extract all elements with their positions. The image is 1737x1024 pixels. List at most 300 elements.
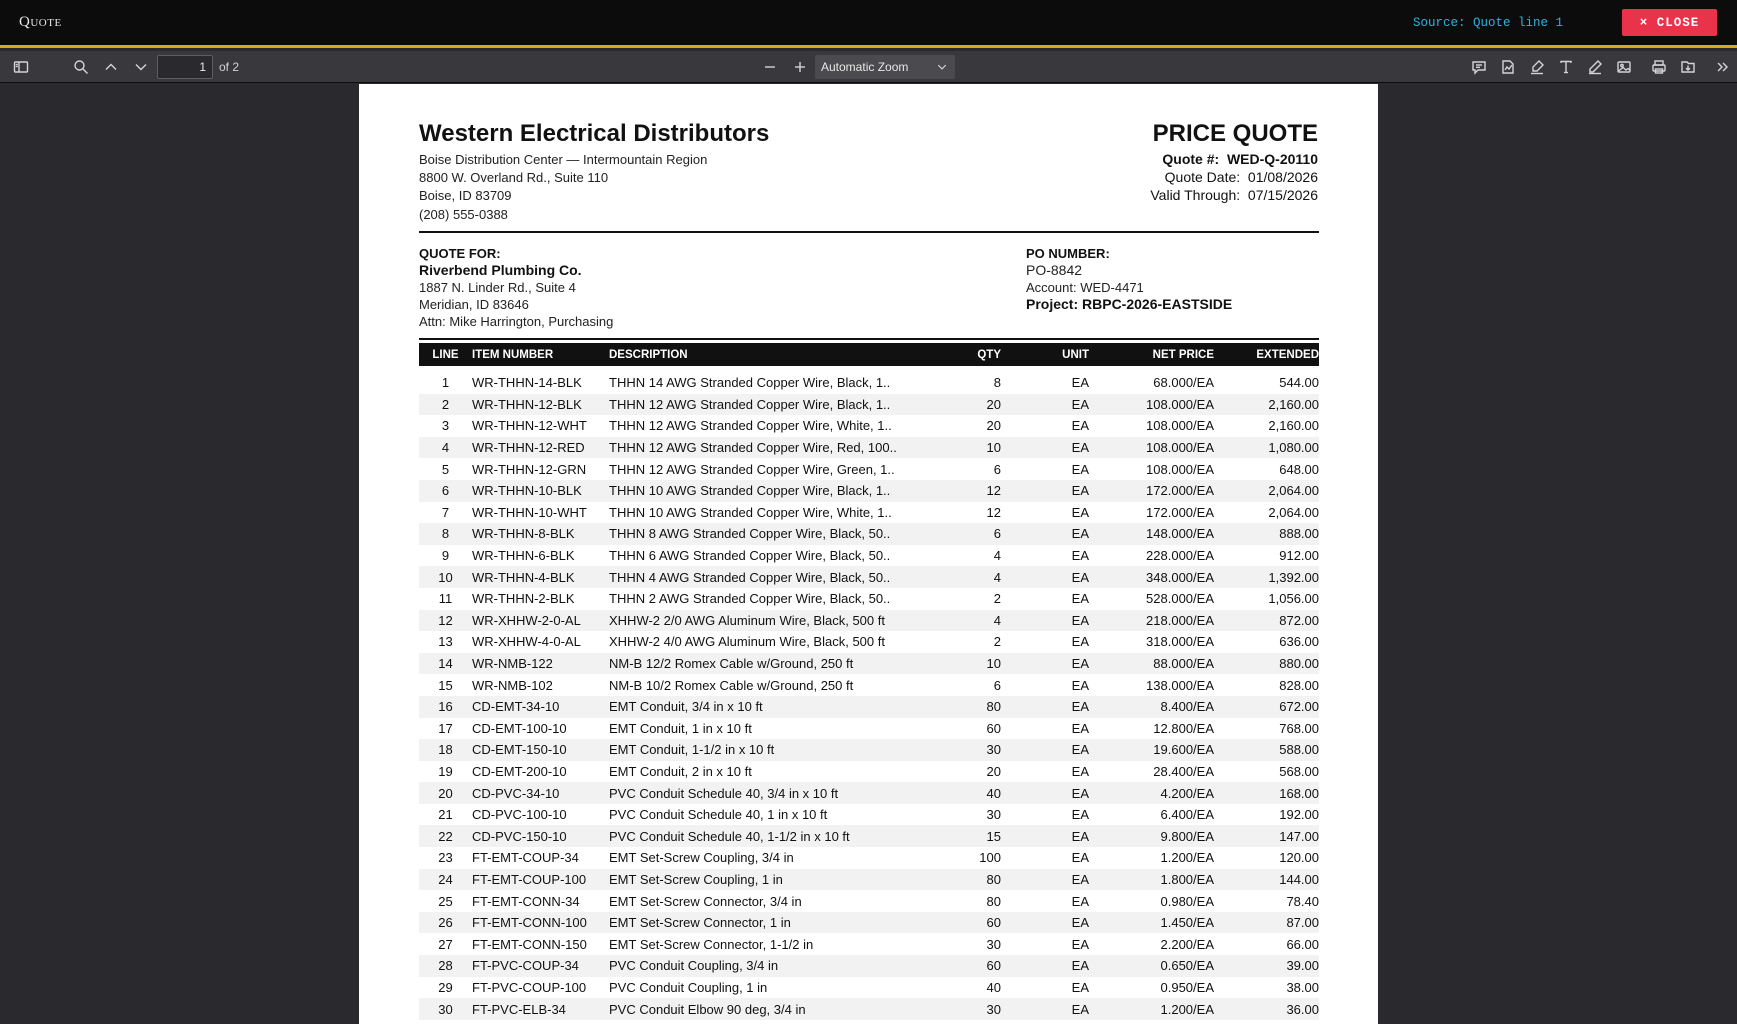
cell-quantity: 60 [986, 915, 1001, 931]
cell-extended-price: 144.00 [1279, 871, 1319, 887]
table-row [419, 933, 1319, 955]
source-label: Source: Quote line 1 [1412, 16, 1563, 30]
table-header-row [419, 343, 1319, 366]
draw-icon[interactable] [1585, 57, 1605, 77]
cell-line-number: 22 [438, 828, 453, 844]
table-row [419, 912, 1319, 934]
cell-extended-price: 1,080.00 [1268, 440, 1319, 456]
cell-description: NM-B 12/2 Romex Cable w/Ground, 250 ft [609, 656, 854, 672]
cell-quantity: 2 [993, 634, 1001, 650]
column-header-unit: UNIT [1062, 348, 1089, 361]
cell-unit: EA [1071, 785, 1089, 801]
cell-net-price: 12.800/EA [1153, 720, 1214, 736]
cell-quantity: 60 [986, 958, 1001, 974]
cell-description: EMT Conduit, 1-1/2 in x 10 ft [609, 742, 775, 758]
text-icon[interactable] [1556, 57, 1576, 77]
cell-unit: EA [1071, 591, 1089, 607]
cell-description: EMT Set-Screw Connector, 3/4 in [609, 893, 802, 909]
cell-line-number: 26 [438, 915, 453, 931]
company-name: Western Electrical Distributors [419, 120, 770, 147]
cell-item-number: CD-EMT-150-10 [472, 742, 567, 758]
cell-unit: EA [1071, 1001, 1089, 1017]
cell-line-number: 9 [441, 548, 450, 564]
page-count: of 2 [219, 60, 240, 74]
cell-description: EMT Set-Screw Connector, 1-1/2 in [609, 936, 814, 952]
quote-number: WED-Q-20110 [1226, 151, 1318, 167]
cell-item-number: WR-THHN-14-BLK [472, 375, 582, 391]
image-icon[interactable] [1614, 57, 1634, 77]
cell-extended-price: 888.00 [1279, 526, 1319, 542]
cell-item-number: WR-XHHW-4-0-AL [472, 634, 581, 650]
cell-net-price: 108.000/EA [1146, 418, 1214, 434]
cell-item-number: WR-THHN-12-WHT [472, 418, 587, 434]
cell-description: NM-B 10/2 Romex Cable w/Ground, 250 ft [609, 677, 854, 693]
table-row [419, 437, 1319, 459]
table-row [419, 739, 1319, 761]
cell-unit: EA [1071, 915, 1089, 931]
cell-line-number: 29 [438, 979, 453, 995]
cell-unit: EA [1071, 807, 1089, 823]
cell-line-number: 16 [438, 699, 453, 715]
company-address-line: Boise, ID 83709 [419, 188, 512, 203]
section-divider [419, 338, 1319, 340]
zoom-select[interactable] [815, 55, 955, 79]
customer-attn: Attn: Mike Harrington, Purchasing [419, 314, 614, 329]
table-row [419, 523, 1319, 545]
company-phone: (208) 555-0388 [419, 207, 508, 222]
table-row [419, 782, 1319, 804]
column-header-qty: QTY [977, 348, 1001, 361]
column-header-line: LINE [432, 348, 459, 361]
table-row [419, 998, 1319, 1020]
cell-quantity: 4 [993, 548, 1001, 564]
cell-description: XHHW-2 4/0 AWG Aluminum Wire, Black, 500 ft [609, 634, 885, 650]
cell-description: PVC Conduit Schedule 40, 1-1/2 in x 10 ft [609, 828, 850, 844]
cell-quantity: 6 [993, 526, 1001, 542]
chevron-down-icon[interactable] [131, 57, 151, 77]
cell-description: EMT Set-Screw Coupling, 3/4 in [609, 850, 794, 866]
cell-line-number: 10 [438, 569, 453, 585]
cell-item-number: FT-EMT-CONN-34 [472, 893, 580, 909]
cell-item-number: CD-PVC-100-10 [472, 807, 567, 823]
print-icon[interactable] [1649, 57, 1669, 77]
table-row [419, 761, 1319, 783]
cell-unit: EA [1071, 763, 1089, 779]
comment-icon[interactable] [1469, 57, 1489, 77]
sidebar-toggle-icon[interactable] [11, 57, 31, 77]
cell-net-price: 172.000/EA [1146, 504, 1214, 520]
cell-line-number: 12 [438, 612, 453, 628]
cell-description: XHHW-2 2/0 AWG Aluminum Wire, Black, 500 ft [609, 612, 885, 628]
table-row [419, 415, 1319, 437]
cell-item-number: CD-PVC-150-10 [472, 828, 567, 844]
table-row [419, 458, 1319, 480]
table-row [419, 955, 1319, 977]
cell-line-number: 15 [438, 677, 453, 693]
cell-quantity: 15 [986, 828, 1001, 844]
cell-unit: EA [1071, 461, 1089, 477]
cell-line-number: 27 [438, 936, 453, 952]
cell-extended-price: 38.00 [1286, 979, 1319, 995]
highlight-icon[interactable] [1527, 57, 1547, 77]
cell-item-number: FT-EMT-CONN-100 [472, 915, 587, 931]
save-icon[interactable] [1678, 57, 1698, 77]
cell-line-number: 23 [438, 850, 453, 866]
table-row [419, 653, 1319, 675]
cell-extended-price: 636.00 [1279, 634, 1319, 650]
quote-number-line [1162, 151, 1318, 167]
cell-unit: EA [1071, 440, 1089, 456]
cell-item-number: WR-THHN-4-BLK [472, 569, 575, 585]
cell-net-price: 19.600/EA [1153, 742, 1214, 758]
cell-unit: EA [1071, 634, 1089, 650]
cell-item-number: FT-PVC-COUP-34 [472, 958, 579, 974]
cell-net-price: 4.200/EA [1160, 785, 1214, 801]
cell-description: EMT Conduit, 1 in x 10 ft [609, 720, 752, 736]
cell-unit: EA [1071, 828, 1089, 844]
cell-quantity: 20 [986, 418, 1001, 434]
company-address-line: 8800 W. Overland Rd., Suite 110 [419, 170, 609, 185]
table-row [419, 610, 1319, 632]
cell-quantity: 30 [986, 742, 1001, 758]
customer-address-line: Meridian, ID 83646 [419, 297, 529, 312]
cell-description: PVC Conduit Elbow 90 deg, 3/4 in [609, 1001, 806, 1017]
cell-extended-price: 648.00 [1279, 461, 1319, 477]
cell-net-price: 318.000/EA [1146, 634, 1214, 650]
cell-item-number: WR-THHN-8-BLK [472, 526, 575, 542]
quote-date-label: Quote Date: [1164, 169, 1241, 185]
cell-net-price: 88.000/EA [1153, 656, 1214, 672]
cell-unit: EA [1071, 893, 1089, 909]
cell-extended-price: 880.00 [1279, 656, 1319, 672]
cell-extended-price: 672.00 [1279, 699, 1319, 715]
cell-net-price: 1.200/EA [1160, 850, 1214, 866]
cell-unit: EA [1071, 720, 1089, 736]
cell-quantity: 40 [986, 979, 1001, 995]
cell-quantity: 4 [993, 569, 1001, 585]
cell-net-price: 8.400/EA [1160, 699, 1214, 715]
cell-item-number: CD-EMT-200-10 [472, 763, 567, 779]
cell-extended-price: 66.00 [1286, 936, 1319, 952]
zoom-label: Automatic Zoom [821, 60, 909, 74]
cell-extended-price: 588.00 [1279, 742, 1319, 758]
cell-extended-price: 2,160.00 [1268, 418, 1319, 434]
cell-unit: EA [1071, 742, 1089, 758]
cell-item-number: WR-THHN-12-RED [472, 440, 585, 456]
cell-quantity: 20 [986, 396, 1001, 412]
cell-item-number: CD-PVC-34-10 [472, 785, 560, 801]
po-number: PO-8842 [1026, 262, 1083, 278]
cell-line-number: 25 [438, 893, 453, 909]
cell-net-price: 218.000/EA [1146, 612, 1214, 628]
cell-line-number: 24 [438, 871, 453, 887]
chevron-up-icon[interactable] [101, 57, 121, 77]
table-row [419, 394, 1319, 416]
cell-extended-price: 768.00 [1279, 720, 1319, 736]
signature-icon[interactable] [1498, 57, 1518, 77]
cell-net-price: 0.950/EA [1160, 979, 1214, 995]
cell-item-number: WR-XHHW-2-0-AL [472, 612, 581, 628]
cell-description: THHN 10 AWG Stranded Copper Wire, White, 1.. [609, 504, 892, 520]
cell-net-price: 172.000/EA [1146, 483, 1214, 499]
cell-net-price: 108.000/EA [1146, 461, 1214, 477]
cell-line-number: 8 [441, 526, 450, 542]
cell-line-number: 11 [438, 591, 453, 607]
cell-line-number: 1 [441, 375, 450, 391]
cell-net-price: 1.800/EA [1160, 871, 1214, 887]
cell-unit: EA [1071, 396, 1089, 412]
cell-unit: EA [1071, 548, 1089, 564]
cell-description: EMT Conduit, 2 in x 10 ft [609, 763, 752, 779]
cell-extended-price: 568.00 [1279, 763, 1319, 779]
table-row [419, 696, 1319, 718]
cell-net-price: 108.000/EA [1146, 440, 1214, 456]
cell-net-price: 1.200/EA [1160, 1001, 1214, 1017]
app-title-bar [0, 0, 1737, 48]
company-address-line: Boise Distribution Center — Intermountain Region [419, 152, 708, 167]
cell-line-number: 13 [438, 634, 453, 650]
column-header-item-number: ITEM NUMBER [472, 348, 554, 361]
po-number-label: PO NUMBER: [1026, 246, 1110, 261]
cell-quantity: 30 [986, 807, 1001, 823]
cell-extended-price: 192.00 [1279, 807, 1319, 823]
cell-line-number: 20 [438, 785, 453, 801]
cell-unit: EA [1071, 699, 1089, 715]
cell-line-number: 5 [441, 461, 450, 477]
cell-unit: EA [1071, 936, 1089, 952]
cell-quantity: 60 [986, 720, 1001, 736]
cell-extended-price: 168.00 [1279, 785, 1319, 801]
cell-line-number: 14 [438, 656, 453, 672]
page-number-input[interactable]: 1 [157, 55, 213, 79]
cell-quantity: 6 [993, 677, 1001, 693]
chevron-down-icon [936, 55, 948, 81]
quote-date: 01/08/2026 [1247, 169, 1318, 185]
column-header-extended: EXTENDED [1256, 348, 1319, 361]
cell-item-number: WR-NMB-122 [472, 656, 553, 672]
cell-quantity: 8 [993, 375, 1001, 391]
column-header-net-price: NET PRICE [1152, 348, 1214, 361]
column-header-description: DESCRIPTION [609, 348, 688, 361]
cell-unit: EA [1071, 375, 1089, 391]
table-row [419, 890, 1319, 912]
cell-quantity: 80 [986, 871, 1001, 887]
cell-item-number: FT-PVC-COUP-100 [472, 979, 587, 995]
cell-description: EMT Set-Screw Connector, 1 in [609, 915, 791, 931]
window-title: Quote [19, 14, 62, 30]
cell-description: PVC Conduit Coupling, 1 in [609, 979, 768, 995]
table-row [419, 825, 1319, 847]
cell-description: THHN 8 AWG Stranded Copper Wire, Black, 50.. [609, 526, 891, 542]
quote-for-label: QUOTE FOR: [419, 246, 501, 261]
cell-item-number: FT-EMT-COUP-34 [472, 850, 579, 866]
cell-extended-price: 544.00 [1279, 375, 1319, 391]
cell-unit: EA [1071, 526, 1089, 542]
valid-through-line [1150, 187, 1318, 203]
cell-extended-price: 1,056.00 [1268, 591, 1319, 607]
table-row [419, 366, 1319, 394]
cell-description: THHN 12 AWG Stranded Copper Wire, White, 1.. [609, 418, 892, 434]
cell-item-number: FT-EMT-COUP-100 [472, 871, 587, 887]
pdf-page [359, 84, 1378, 1024]
cell-extended-price: 912.00 [1279, 548, 1319, 564]
cell-description: THHN 12 AWG Stranded Copper Wire, Black, 1.. [609, 396, 891, 412]
cell-net-price: 9.800/EA [1160, 828, 1214, 844]
cell-net-price: 138.000/EA [1146, 677, 1214, 693]
cell-unit: EA [1071, 979, 1089, 995]
cell-unit: EA [1071, 483, 1089, 499]
cell-line-number: 19 [438, 763, 453, 779]
table-row [419, 674, 1319, 696]
document-viewer[interactable] [0, 84, 1737, 1024]
cell-unit: EA [1071, 656, 1089, 672]
cell-description: THHN 10 AWG Stranded Copper Wire, Black, 1.. [609, 483, 891, 499]
cell-net-price: 0.650/EA [1160, 958, 1214, 974]
cell-quantity: 40 [986, 785, 1001, 801]
cell-unit: EA [1071, 871, 1089, 887]
cell-item-number: WR-THHN-2-BLK [472, 591, 575, 607]
cell-line-number: 7 [441, 504, 450, 520]
cell-extended-price: 87.00 [1286, 915, 1319, 931]
cell-quantity: 10 [986, 440, 1001, 456]
cell-extended-price: 828.00 [1279, 677, 1319, 693]
cell-quantity: 10 [986, 656, 1001, 672]
cell-description: THHN 6 AWG Stranded Copper Wire, Black, 50.. [609, 548, 891, 564]
cell-quantity: 2 [993, 591, 1001, 607]
customer-name: Riverbend Plumbing Co. [419, 262, 582, 278]
cell-quantity: 30 [986, 1001, 1001, 1017]
cell-quantity: 80 [986, 699, 1001, 715]
cell-quantity: 6 [993, 461, 1001, 477]
table-row [419, 847, 1319, 869]
cell-unit: EA [1071, 569, 1089, 585]
cell-line-number: 3 [441, 418, 450, 434]
cell-line-number: 18 [438, 742, 453, 758]
cell-unit: EA [1071, 958, 1089, 974]
quote-number-label: Quote #: [1162, 151, 1220, 167]
cell-quantity: 12 [986, 504, 1001, 520]
quote-date-line [1165, 169, 1318, 185]
search-icon[interactable] [71, 57, 91, 77]
cell-net-price: 1.450/EA [1160, 915, 1214, 931]
cell-extended-price: 78.40 [1286, 893, 1319, 909]
cell-item-number: WR-THHN-10-WHT [472, 504, 587, 520]
table-body [419, 366, 1319, 1020]
table-row [419, 718, 1319, 740]
cell-net-price: 108.000/EA [1146, 396, 1214, 412]
table-row [419, 480, 1319, 502]
cell-unit: EA [1071, 850, 1089, 866]
cell-net-price: 6.400/EA [1160, 807, 1214, 823]
pdf-toolbar [0, 51, 1737, 83]
table-row [419, 502, 1319, 524]
cell-net-price: 228.000/EA [1146, 548, 1214, 564]
cell-item-number: FT-PVC-ELB-34 [472, 1001, 566, 1017]
customer-address-line: 1887 N. Linder Rd., Suite 4 [419, 280, 576, 295]
cell-quantity: 80 [986, 893, 1001, 909]
header-divider [419, 231, 1319, 233]
cell-item-number: WR-NMB-102 [472, 677, 553, 693]
project-code: Project: RBPC-2026-EASTSIDE [1026, 296, 1233, 312]
cell-quantity: 20 [986, 763, 1001, 779]
cell-extended-price: 2,160.00 [1268, 396, 1319, 412]
cell-description: EMT Conduit, 3/4 in x 10 ft [609, 699, 763, 715]
cell-net-price: 68.000/EA [1153, 375, 1214, 391]
cell-extended-price: 36.00 [1286, 1001, 1319, 1017]
cell-description: PVC Conduit Coupling, 3/4 in [609, 958, 779, 974]
table-row [419, 977, 1319, 999]
cell-description: THHN 12 AWG Stranded Copper Wire, Green, 1.. [609, 461, 895, 477]
cell-extended-price: 2,064.00 [1268, 483, 1319, 499]
cell-net-price: 0.980/EA [1160, 893, 1214, 909]
cell-description: THHN 2 AWG Stranded Copper Wire, Black, 50.. [609, 591, 891, 607]
cell-item-number: WR-THHN-12-BLK [472, 396, 582, 412]
cell-description: EMT Set-Screw Coupling, 1 in [609, 871, 783, 887]
cell-description: THHN 14 AWG Stranded Copper Wire, Black, 1.. [609, 375, 891, 391]
valid-through-date: 07/15/2026 [1247, 187, 1318, 203]
cell-extended-price: 2,064.00 [1268, 504, 1319, 520]
cell-net-price: 148.000/EA [1146, 526, 1214, 542]
document-title: PRICE QUOTE [1152, 120, 1318, 147]
table-row [419, 588, 1319, 610]
cell-net-price: 28.400/EA [1153, 763, 1214, 779]
table-row [419, 566, 1319, 588]
cell-extended-price: 120.00 [1279, 850, 1319, 866]
cell-unit: EA [1071, 504, 1089, 520]
cell-line-number: 17 [438, 720, 453, 736]
cell-description: THHN 4 AWG Stranded Copper Wire, Black, 50.. [609, 569, 891, 585]
table-row [419, 804, 1319, 826]
valid-through-label: Valid Through: [1150, 187, 1241, 203]
cell-item-number: FT-EMT-CONN-150 [472, 936, 587, 952]
close-button[interactable]: × CLOSE [1622, 9, 1717, 36]
cell-net-price: 348.000/EA [1146, 569, 1214, 585]
zoom-in-icon[interactable] [790, 57, 810, 77]
more-tools-icon[interactable] [1713, 57, 1733, 77]
cell-unit: EA [1071, 612, 1089, 628]
cell-item-number: CD-EMT-34-10 [472, 699, 560, 715]
cell-description: PVC Conduit Schedule 40, 1 in x 10 ft [609, 807, 828, 823]
cell-line-number: 2 [441, 396, 450, 412]
table-row [419, 631, 1319, 653]
zoom-out-icon[interactable] [760, 57, 780, 77]
cell-line-number: 30 [438, 1001, 453, 1017]
cell-description: PVC Conduit Schedule 40, 3/4 in x 10 ft [609, 785, 839, 801]
cell-line-number: 28 [438, 958, 453, 974]
cell-extended-price: 1,392.00 [1268, 569, 1319, 585]
cell-line-number: 6 [441, 483, 450, 499]
cell-quantity: 12 [986, 483, 1001, 499]
cell-description: THHN 12 AWG Stranded Copper Wire, Red, 100.. [609, 440, 897, 456]
table-row [419, 545, 1319, 567]
cell-quantity: 30 [986, 936, 1001, 952]
cell-line-number: 4 [441, 440, 450, 456]
cell-unit: EA [1071, 677, 1089, 693]
cell-item-number: WR-THHN-10-BLK [472, 483, 582, 499]
cell-quantity: 4 [993, 612, 1001, 628]
cell-extended-price: 872.00 [1279, 612, 1319, 628]
cell-net-price: 528.000/EA [1146, 591, 1214, 607]
account-number: Account: WED-4471 [1026, 280, 1144, 295]
line-items-table [419, 343, 1319, 1020]
cell-item-number: WR-THHN-12-GRN [472, 461, 587, 477]
cell-quantity: 100 [979, 850, 1001, 866]
table-row [419, 869, 1319, 891]
cell-net-price: 2.200/EA [1160, 936, 1214, 952]
cell-line-number: 21 [438, 807, 453, 823]
cell-item-number: CD-EMT-100-10 [472, 720, 567, 736]
cell-extended-price: 39.00 [1286, 958, 1319, 974]
